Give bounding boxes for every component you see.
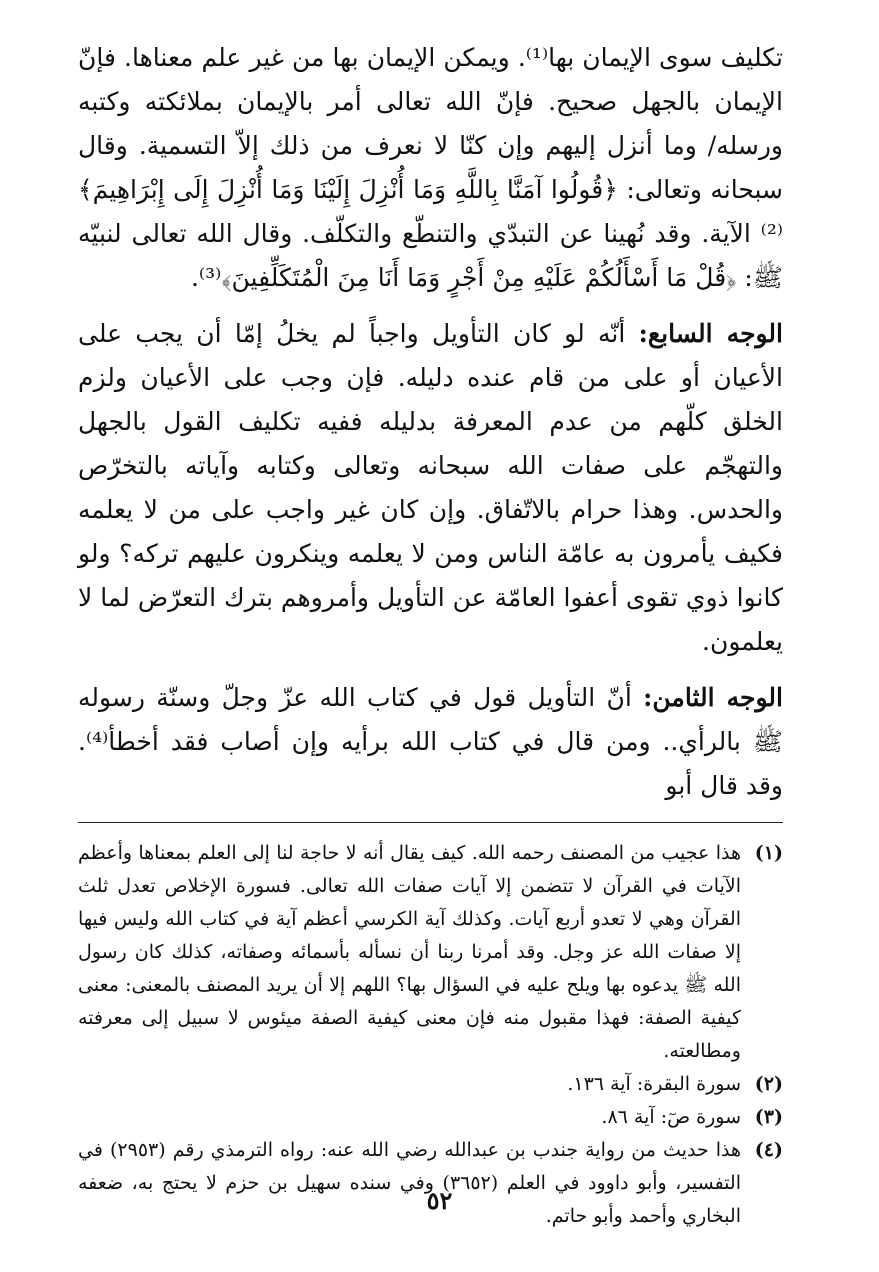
footnote-number: (٤) xyxy=(754,1139,783,1161)
footnote xyxy=(78,1068,783,1101)
footnotes xyxy=(78,837,783,1233)
footnote-number: (٣) xyxy=(754,1106,783,1128)
paragraph-2 xyxy=(78,312,783,664)
section-heading-seventh: الوجه السابع: xyxy=(638,319,783,348)
footnote xyxy=(78,1134,783,1233)
paragraph-3-body: أنّ التأويل قول في كتاب الله عزّ وجلّ وسنّة رسوله ﷺ بالرأي.. ومن قال في كتاب الله برأيه وإن أصاب فقد أخطأ⁽⁴⁾. وقد قال أبو xyxy=(78,683,783,800)
paragraph-2-body: أنّه لو كان التأويل واجباً لم يخلُ إمّا أن يجب على الأعيان أو على من قام عنده دليله. فإن وجب على الأعيان ولزم الخلق كلّهم من عدم المعرفة بدليله ففيه تكليف القول بالجهل والتهجّم على صفات الله سبحانه وتعالى وكتابه وآياته بالتخرّص والحدس. وهذا حرام بالاتّفاق. وإن كان غير واجب على من لا يعلمه فكيف يأمرون به عامّة الناس ومن لا يعلمه وينكرون عليهم تركه؟ ولو كانوا ذوي تقوى أعفوا العامّة عن التأويل وأمروهم بترك التعرّض لما لا يعلمون. xyxy=(78,319,783,656)
footnote xyxy=(78,1101,783,1134)
footnote xyxy=(78,837,783,1068)
main-text xyxy=(78,36,783,808)
paragraph-3 xyxy=(78,676,783,808)
footnote-number: (٢) xyxy=(754,1073,783,1095)
page-number: ٥٢ xyxy=(426,1186,453,1215)
footnote-divider xyxy=(78,822,783,823)
section-heading-eighth: الوجه الثامن: xyxy=(643,683,783,712)
footnote-text: هذا عجيب من المصنف رحمه الله. كيف يقال أنه لا حاجة لنا إلى العلم بمعناها وأعظم الآيات في القرآن لا تتضمن إلا آيات صفات الله تعالى. فسورة الإخلاص تعدل ثلث القرآن وهي لا تعدو أربع آيات. وكذلك آية الكرسي أعظم آية في كتاب الله وليس فيها إلا صفات الله عز وجل. وقد أمرنا ربنا أن نسأله بأسمائه وصفاته، كذلك كان رسول الله ﷺ يدعوه بها ويلح عليه في السؤال بها؟ اللهم إلا أن يريد المصنف بالمعنى: معنى كيفية الصفة: فهذا مقبول منه فإن معنى كيفية الصفة ميئوس لا سبيل إلى معرفته ومطالعته. xyxy=(78,842,741,1062)
paragraph-1: تكليف سوى الإيمان بها⁽¹⁾. ويمكن الإيمان بها من غير علم معناها. فإنّ الإيمان بالجهل صحيح. فإنّ الله تعالى أمر بالإيمان بملائكته وكتبه ورسله/ وما أنزل إليهم وإن كنّا لا نعرف من ذلك إلاّ التسمية. وقال سبحانه وتعالى: ﴿قُولُوا آمَنَّا بِاللَّهِ وَمَا أُنْزِلَ إِلَيْنَا وَمَا أُنْزِلَ إِلَى إِبْرَاهِيمَ﴾⁽²⁾ الآية. وقد نُهينا عن التبدّي والتنطّع والتكلّف. وقال الله تعالى لنبيّه ﷺ: ﴿قُلْ مَا أَسْأَلُكُمْ عَلَيْهِ مِنْ أَجْرٍ وَمَا أَنَا مِنَ الْمُتَكَلِّفِينَ﴾⁽³⁾. xyxy=(78,43,783,292)
footnote-text: هذا حديث من رواية جندب بن عبدالله رضي الله عنه: رواه الترمذي رقم (٢٩٥٣) في التفسير، وأبو داوود في العلم (٣٦٥٢) وفي سنده سهيل بن حزم لا يحتج به، ضعفه البخاري وأحمد وأبو حاتم. xyxy=(78,1139,741,1227)
footnote-text: سورة صٓ: آية ٨٦. xyxy=(601,1106,741,1128)
footnote-number: (١) xyxy=(754,842,783,864)
footnote-text: سورة البقرة: آية ١٣٦. xyxy=(567,1073,741,1095)
